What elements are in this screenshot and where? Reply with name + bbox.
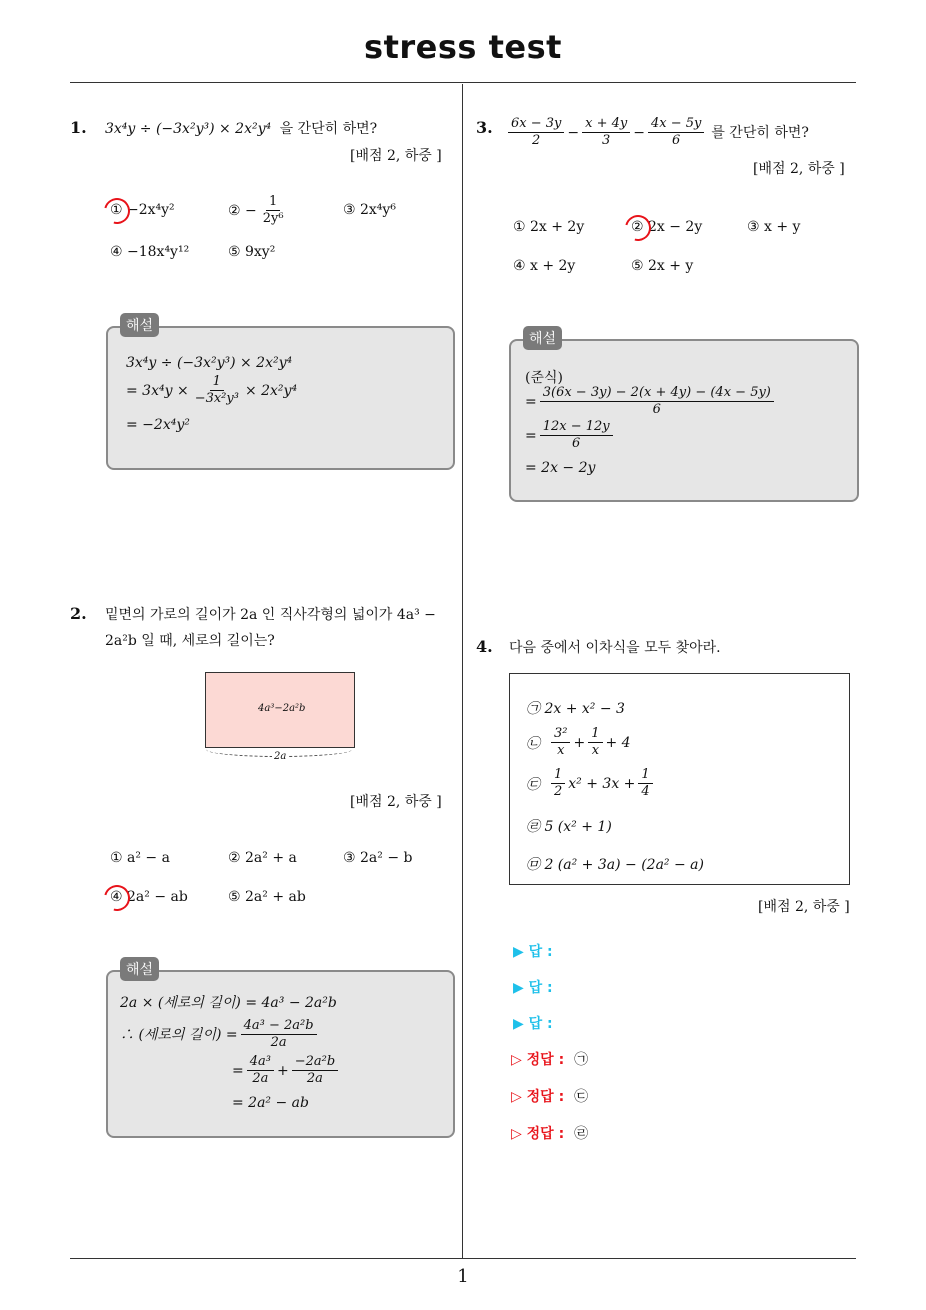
fraction-1-denominator: 2	[532, 133, 541, 148]
selected-answer-mark	[620, 210, 656, 246]
list-item-1: ㉠ 2x + x² − 3	[526, 701, 625, 717]
solution-denominator: 2a	[252, 1071, 269, 1086]
solution-line-2-prefix: ∴ (세로의 길이) =	[120, 1026, 238, 1043]
solution-plus: +	[276, 1062, 289, 1079]
correct-label: ▷ 정답 :	[511, 1089, 565, 1105]
selected-answer-mark	[99, 880, 135, 916]
solution-tag: 해설	[523, 326, 562, 350]
fraction-3-denominator: 6	[672, 133, 681, 148]
list-item-3	[526, 767, 656, 800]
expression-list-box	[509, 673, 850, 885]
option-1[interactable]: ① a² − a	[110, 850, 170, 866]
list-item-label: ㉡	[526, 735, 540, 752]
solution-line-2	[120, 1018, 320, 1051]
item-denominator: x	[557, 743, 565, 758]
minus-sign: −	[633, 124, 645, 141]
selected-answer-mark	[99, 193, 135, 229]
solution-line-4: = 2a² − ab	[232, 1095, 309, 1111]
solution-denominator: 2a	[270, 1035, 287, 1050]
option-3[interactable]: ③ x + y	[747, 219, 801, 235]
solution-denominator: −3x²y³	[194, 391, 239, 406]
correct-answer-1	[511, 1049, 588, 1069]
item-denominator: 4	[641, 784, 650, 799]
solution-box	[106, 326, 455, 470]
question-expression: 3x⁴y ÷ (−3x²y³) × 2x²y⁴	[105, 121, 272, 137]
solution-numerator: 12x − 12y	[540, 419, 613, 436]
option-2[interactable]	[228, 194, 290, 227]
problem-question	[505, 116, 809, 149]
solution-line-4: = 2x − 2y	[525, 460, 596, 476]
option-2-label: ② −	[228, 202, 257, 219]
solution-denominator: 6	[572, 436, 581, 451]
option-2[interactable]: ② 2a² + a	[228, 850, 297, 866]
list-item-4: ㉣ 5 (x² + 1)	[526, 819, 612, 835]
problem-question	[105, 118, 377, 140]
item-middle: x² + 3x +	[568, 775, 636, 792]
fraction-2-denominator: 3	[602, 133, 611, 148]
solution-line-1: 2a × (세로의 길이) = 4a³ − 2a²b	[120, 995, 337, 1011]
question-suffix: 을 간단히 하면?	[279, 121, 378, 137]
correct-label: ▷ 정답 :	[511, 1052, 565, 1068]
solution-numerator: 4a³ − 2a²b	[241, 1018, 317, 1035]
page-title: stress test	[364, 28, 562, 66]
option-4[interactable]: ④ 2a² − ab	[110, 889, 188, 905]
correct-answer-2	[511, 1086, 588, 1106]
score-label: [배점 2, 하중 ]	[753, 161, 845, 177]
correct-answer-3	[511, 1123, 588, 1143]
solution-tag: 해설	[120, 957, 159, 981]
item-numerator: 3²	[551, 726, 570, 743]
column-divider	[462, 84, 463, 1258]
page-number: 1	[457, 1266, 469, 1287]
question-line-1: 밑면의 가로의 길이가 2a 인 직사각형의 넓이가 4a³ −	[105, 607, 436, 623]
score-label: [배점 2, 하중 ]	[350, 794, 442, 810]
problem-number: 2.	[70, 604, 87, 623]
answer-field-2[interactable]: ▶ 답 :	[513, 980, 553, 996]
item-denominator: x	[591, 743, 600, 758]
option-2-numerator: 1	[266, 194, 280, 211]
option-5[interactable]: ⑤ 2a² + ab	[228, 889, 306, 905]
question-line-2: 2a²b 일 때, 세로의 길이는?	[105, 633, 275, 649]
list-item-5: ㉤ 2 (a² + 3a) − (2a² − a)	[526, 857, 704, 873]
item-numerator: 1	[551, 767, 565, 784]
answer-field-3[interactable]: ▶ 답 :	[513, 1016, 553, 1032]
score-label: [배점 2, 하중 ]	[350, 148, 442, 164]
solution-numerator: 3(6x − 3y) − 2(x + 4y) − (4x − 5y)	[540, 385, 774, 402]
minus-sign: −	[567, 124, 580, 141]
problem-question	[105, 604, 455, 652]
correct-value: ㉠	[574, 1052, 589, 1068]
solution-box	[106, 970, 455, 1138]
figure-area-label: 4a³−2a²b	[258, 703, 306, 714]
option-5[interactable]: ⑤ 9xy²	[228, 244, 276, 260]
item-numerator: 1	[638, 767, 652, 784]
solution-line-3	[525, 419, 616, 452]
solution-line-3: = −2x⁴y²	[126, 417, 190, 433]
solution-line-2	[525, 385, 777, 418]
solution-tag: 해설	[120, 313, 159, 337]
question-suffix: 를 간단히 하면?	[711, 124, 809, 141]
list-item-label: ㉢	[526, 776, 540, 793]
solution-line-2-suffix: × 2x²y⁴	[244, 382, 298, 399]
equals-sign: =	[525, 427, 537, 444]
problem-number: 1.	[70, 118, 87, 137]
option-4[interactable]: ④ −18x⁴y¹²	[110, 244, 190, 260]
list-item-2	[526, 726, 631, 759]
correct-label: ▷ 정답 :	[511, 1126, 565, 1142]
option-1[interactable]: ① −2x⁴y²	[110, 202, 175, 218]
solution-line-1: (준식)	[525, 370, 563, 386]
problem-number: 3.	[476, 118, 493, 137]
footer-rule	[70, 1258, 856, 1259]
solution-denominator: 2a	[306, 1071, 323, 1086]
fraction-1-numerator: 6x − 3y	[508, 116, 564, 133]
option-3[interactable]: ③ 2a² − b	[343, 850, 413, 866]
solution-box	[509, 339, 859, 502]
correct-value: ㉢	[574, 1089, 589, 1105]
item-tail: + 4	[605, 734, 631, 751]
figure-width-label: 2a	[274, 751, 287, 762]
header-rule	[70, 82, 856, 83]
correct-value: ㉣	[574, 1126, 589, 1142]
option-1[interactable]: ① 2x + 2y	[513, 219, 585, 235]
score-label: [배점 2, 하중 ]	[758, 899, 850, 915]
solution-numerator: 4a³	[247, 1054, 274, 1071]
option-5[interactable]: ⑤ 2x + y	[631, 258, 694, 274]
solution-line-3	[232, 1054, 341, 1087]
solution-line-1: 3x⁴y ÷ (−3x²y³) × 2x²y⁴	[126, 355, 293, 371]
fraction-2-numerator: x + 4y	[582, 116, 630, 133]
problem-question: 다음 중에서 이차식을 모두 찾아라.	[509, 640, 721, 656]
solution-numerator: 1	[210, 374, 224, 391]
problem-number: 4.	[476, 637, 493, 656]
item-numerator: 1	[588, 726, 602, 743]
solution-line-2	[126, 374, 297, 407]
option-2-denominator: 2y⁶	[262, 211, 284, 226]
fraction-3-numerator: 4x − 5y	[648, 116, 704, 133]
equals-sign: =	[525, 393, 537, 410]
solution-numerator: −2a²b	[292, 1054, 338, 1071]
item-denominator: 2	[554, 784, 563, 799]
option-4[interactable]: ④ x + 2y	[513, 258, 576, 274]
solution-denominator: 6	[652, 402, 661, 417]
option-3[interactable]: ③ 2x⁴y⁶	[343, 202, 396, 218]
plus-sign: +	[573, 734, 586, 751]
solution-line-3-prefix: =	[232, 1062, 244, 1079]
option-2[interactable]: ② 2x − 2y	[631, 219, 703, 235]
answer-field-1[interactable]: ▶ 답 :	[513, 944, 553, 960]
solution-line-2-prefix: = 3x⁴y ×	[126, 382, 189, 399]
